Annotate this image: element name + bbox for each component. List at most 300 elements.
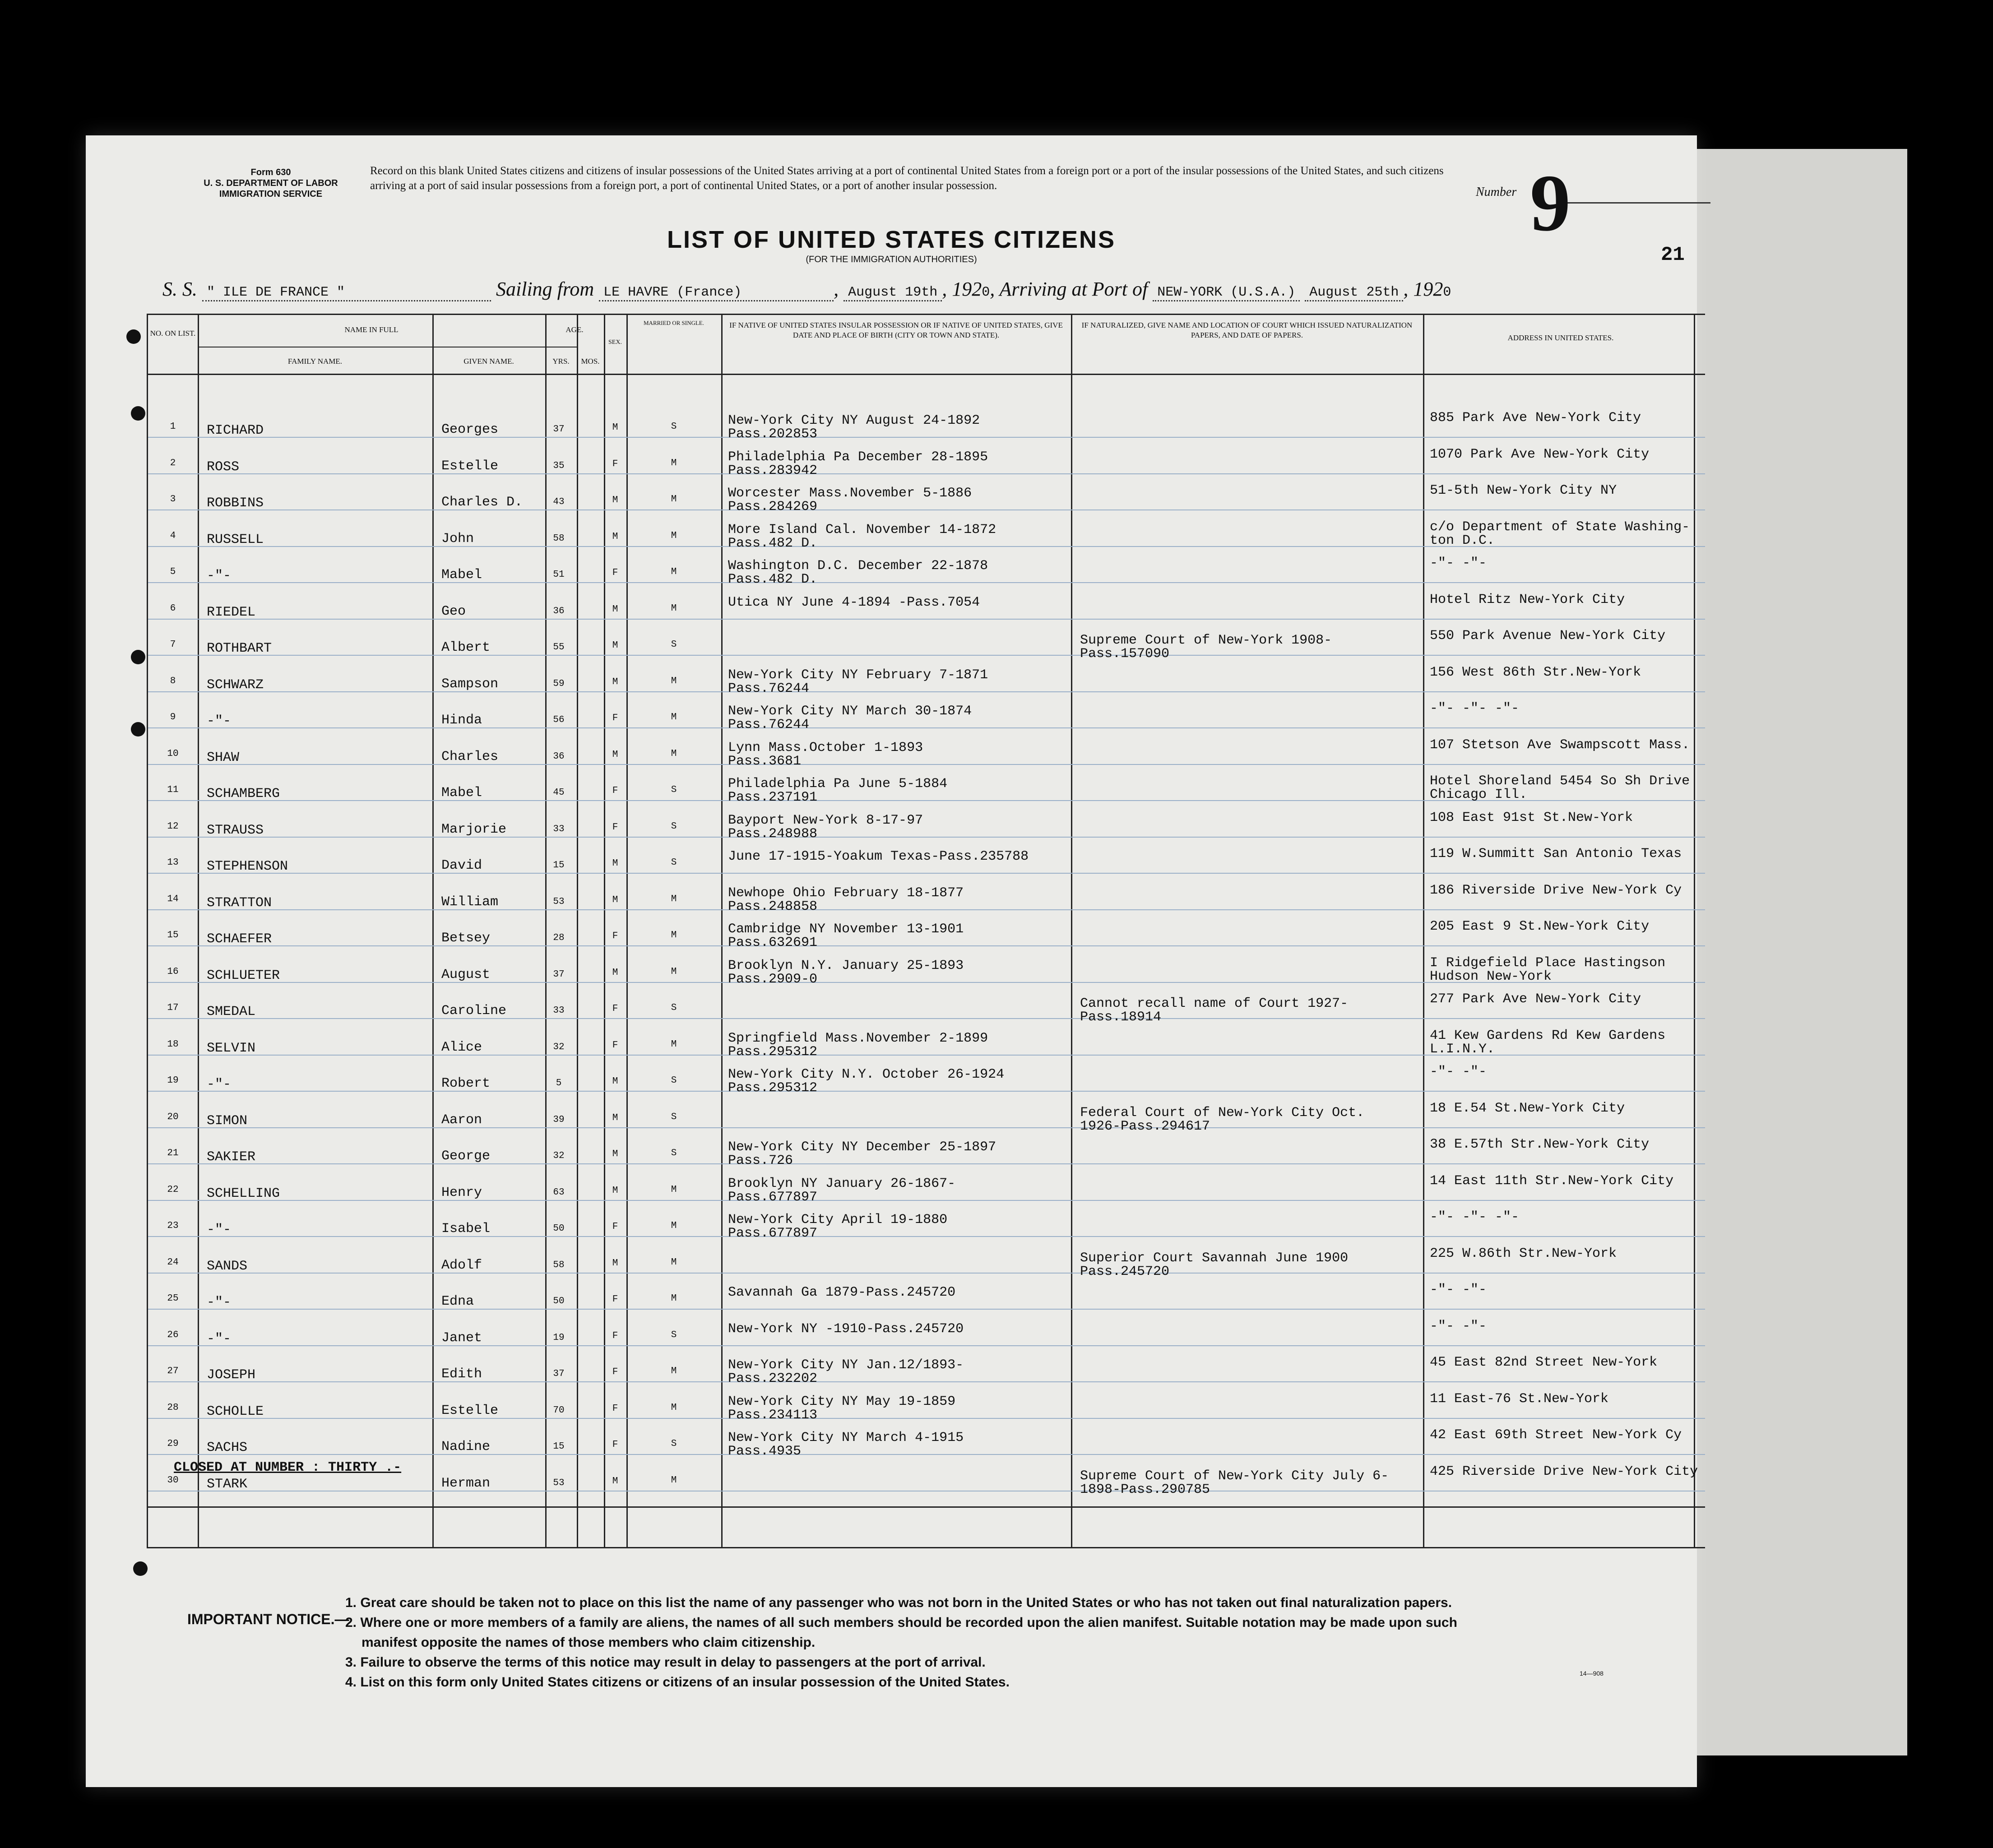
row-cell-ms: S [671, 785, 677, 795]
row-cell-family: SELVIN [207, 1040, 256, 1056]
row-cell-addr1: -"- -"- [1430, 1318, 1487, 1334]
row-cell-age: 59 [553, 678, 565, 689]
row-cell-ms: M [671, 676, 677, 686]
row-cell-family: -"- [207, 1222, 232, 1237]
row-cell-sex: M [612, 495, 618, 505]
row-cell-no: 18 [167, 1039, 179, 1050]
row-cell-age: 53 [553, 896, 565, 907]
row-cell-birth2: Pass.283942 [728, 463, 818, 478]
row-cell-sex: F [612, 822, 618, 833]
row-cell-given: Charles D. [441, 495, 523, 510]
row-cell-family: -"- [207, 568, 232, 584]
row-cell-sex: M [612, 894, 618, 905]
row-cell-ms: M [671, 530, 677, 541]
row-cell-ms: M [671, 1039, 677, 1050]
header-no: NO. ON LIST. [150, 329, 196, 338]
notice-item: 2. Where one or more members of a family are aliens, the names of all such members should be recorded upon the alien manifest. Suitable notation may be made upon such [345, 1615, 1457, 1630]
row-cell-addr1: 205 East 9 St.New-York City [1430, 919, 1650, 934]
row-cell-age: 63 [553, 1187, 565, 1198]
row-cell-birth2: Pass.632691 [728, 935, 818, 950]
row-cell-sex: M [612, 1076, 618, 1087]
row-cell-birth2: Pass.248858 [728, 899, 818, 914]
row-cell-ms: M [671, 966, 677, 977]
header-sex: SEX. [608, 339, 622, 346]
row-cell-age: 36 [553, 606, 565, 616]
row-cell-addr1: Hotel Ritz New-York City [1430, 592, 1625, 607]
row-cell-ms: M [671, 1402, 677, 1413]
form-identifier [135, 167, 406, 199]
header-married-single: MARRIED OR SINGLE. [644, 320, 704, 326]
service-name: IMMIGRATION SERVICE [219, 189, 323, 199]
row-cell-family: ROSS [207, 459, 240, 475]
row-cell-addr1: 108 East 91st St.New-York [1430, 810, 1633, 825]
row-cell-sex: M [612, 1149, 618, 1159]
ss-label: S. S. [162, 278, 197, 300]
row-cell-sex: F [612, 931, 618, 941]
row-cell-sex: F [612, 713, 618, 723]
row-cell-sex: M [612, 640, 618, 651]
row-cell-given: David [441, 858, 482, 873]
row-cell-no: 14 [167, 894, 179, 904]
row-cell-age: 15 [553, 860, 565, 871]
row-cell-age: 36 [553, 751, 565, 762]
row-cell-no: 15 [167, 930, 179, 940]
row-cell-age: 55 [553, 642, 565, 653]
row-cell-ms: M [671, 1366, 677, 1376]
row-cell-birth2: Pass.295312 [728, 1080, 818, 1096]
row-cell-birth1: Savannah Ga 1879-Pass.245720 [728, 1285, 956, 1300]
row-cell-birth1: New-York City N.Y. October 26-1924 [728, 1067, 1005, 1082]
row-cell-ms: M [671, 603, 677, 614]
row-cell-no: 24 [167, 1257, 179, 1268]
departure-date: August 19th [844, 285, 942, 301]
row-cell-family: -"- [207, 1077, 232, 1092]
row-cell-addr1: 42 East 69th Street New-York Cy [1430, 1427, 1682, 1443]
row-cell-no: 4 [170, 530, 176, 541]
row-cell-no: 16 [167, 966, 179, 977]
row-cell-birth2: Pass.677897 [728, 1226, 818, 1241]
row-cell-age: 32 [553, 1151, 565, 1161]
row-cell-age: 33 [553, 1005, 565, 1016]
row-cell-sex: M [612, 531, 618, 542]
row-cell-birth2: Pass.248988 [728, 826, 818, 842]
row-cell-addr1: -"- -"- [1430, 1282, 1487, 1297]
row-cell-sex: F [612, 568, 618, 578]
row-cell-birth1: New-York City NY May 19-1859 [728, 1394, 956, 1409]
row-cell-sex: F [612, 1222, 618, 1232]
row-cell-sex: M [612, 1112, 618, 1123]
notice-item: 1. Great care should be taken not to place on this list the name of any passenger who was not born in the United States or who has not taken out final naturalization papers. [345, 1595, 1452, 1610]
row-cell-age: 15 [553, 1441, 565, 1452]
row-cell-ms: M [671, 567, 677, 577]
row-cell-age: 5 [556, 1078, 562, 1088]
row-cell-no: 3 [170, 494, 176, 505]
form-instruction: Record on this blank United States citizens and citizens of insular possessions of the United States arriving at a port of continental United States from a foreign port or a port of the insular possessions of the United States, and such citizens arriving at a port of said insular possessions from a foreign port, a port of continental United States, or a port of another insular possession. [370, 165, 1444, 192]
row-cell-ms: M [671, 1257, 677, 1268]
row-cell-ms: S [671, 1148, 677, 1158]
row-cell-ms: M [671, 930, 677, 940]
row-cell-ms: S [671, 1075, 677, 1086]
row-cell-family: RIEDEL [207, 604, 256, 620]
row-cell-family: SAKIER [207, 1149, 256, 1165]
row-cell-family: ROBBINS [207, 496, 264, 511]
row-cell-sex: M [612, 1258, 618, 1269]
row-cell-birth1: More Island Cal. November 14-1872 [728, 522, 996, 537]
page-subtitle: (FOR THE IMMIGRATION AUTHORITIES) [806, 255, 977, 264]
row-cell-age: 50 [553, 1296, 565, 1306]
row-cell-no: 12 [167, 821, 179, 832]
row-cell-family: SCHOLLE [207, 1403, 264, 1419]
row-cell-no: 5 [170, 567, 176, 577]
row-cell-birth1: New-York City NY March 30-1874 [728, 704, 972, 719]
row-cell-birth1: New-York City NY December 25-1897 [728, 1139, 996, 1155]
row-cell-birth1: Brooklyn N.Y. January 25-1893 [728, 958, 964, 973]
row-cell-sex: F [612, 1403, 618, 1414]
row-cell-family: SANDS [207, 1258, 248, 1274]
row-cell-ms: S [671, 1112, 677, 1122]
row-cell-no: 1 [170, 421, 176, 432]
row-cell-family: STRATTON [207, 895, 272, 911]
row-cell-family: SCHLUETER [207, 968, 280, 983]
row-cell-given: Caroline [441, 1003, 507, 1019]
row-cell-addr1: 425 Riverside Drive New-York City [1430, 1464, 1698, 1479]
row-cell-family: RUSSELL [207, 532, 264, 547]
row-cell-birth1: Bayport New-York 8-17-97 [728, 812, 923, 828]
row-cell-addr1: 51-5th New-York City NY [1430, 483, 1617, 498]
manifest-page [86, 135, 1697, 1787]
row-cell-birth1: Lynn Mass.October 1-1893 [728, 740, 923, 755]
row-cell-no: 10 [167, 748, 179, 759]
departure-year-digit: 0 [982, 285, 990, 300]
row-cell-no: 23 [167, 1221, 179, 1231]
row-cell-family: SACHS [207, 1440, 248, 1455]
row-cell-birth2: Pass.232202 [728, 1371, 818, 1386]
row-cell-age: 37 [553, 424, 565, 435]
row-cell-age: 58 [553, 1260, 565, 1270]
row-cell-no: 26 [167, 1329, 179, 1340]
row-cell-given: Betsey [441, 931, 491, 946]
row-cell-family: STARK [207, 1476, 248, 1492]
row-cell-ms: S [671, 639, 677, 650]
row-cell-family: SHAW [207, 750, 240, 765]
row-cell-birth2: Pass.202853 [728, 426, 818, 442]
row-cell-sex: M [612, 422, 618, 433]
row-cell-family: SCHAMBERG [207, 786, 280, 801]
next-page-edge [1670, 149, 1907, 1755]
row-cell-no: 11 [167, 785, 179, 795]
notice-item: 4. List on this form only United States citizens or citizens of an insular possession of the United States. [345, 1675, 1010, 1690]
row-cell-given: John [441, 531, 474, 547]
row-cell-age: 58 [553, 533, 565, 544]
row-cell-birth2: Pass.482 D. [728, 535, 818, 551]
row-cell-sex: F [612, 1294, 618, 1305]
row-cell-ms: M [671, 1221, 677, 1231]
row-cell-ms: S [671, 857, 677, 868]
row-cell-addr1: 277 Park Ave New-York City [1430, 991, 1641, 1007]
row-cell-age: 39 [553, 1114, 565, 1125]
row-cell-age: 51 [553, 570, 565, 580]
row-cell-birth1: Newhope Ohio February 18-1877 [728, 885, 964, 901]
row-cell-addr1: 885 Park Ave New-York City [1430, 410, 1641, 426]
row-cell-no: 21 [167, 1148, 179, 1158]
row-cell-birth1: New-York City NY March 4-1915 [728, 1430, 964, 1445]
row-cell-ms: M [671, 1475, 677, 1486]
row-cell-family: -"- [207, 713, 232, 729]
row-cell-birth2: Pass.295312 [728, 1044, 818, 1060]
row-cell-family: SCHAEFER [207, 931, 272, 947]
row-cell-nat1: Cannot recall name of Court 1927- [1080, 996, 1349, 1011]
arrival-year-digit: 0 [1443, 285, 1451, 300]
ship-name: " ILE DE FRANCE " [202, 285, 491, 301]
row-cell-birth1: New-York City NY August 24-1892 [728, 413, 980, 428]
row-cell-birth1: Cambridge NY November 13-1901 [728, 922, 964, 937]
row-cell-ms: M [671, 712, 677, 723]
row-cell-ms: M [671, 748, 677, 759]
citizens-table [147, 314, 1705, 1548]
row-cell-birth2: Pass.726 [728, 1153, 793, 1168]
page-stamp: 21 [1661, 244, 1685, 266]
row-cell-nat1: Supreme Court of New-York 1908- [1080, 633, 1332, 648]
row-cell-no: 29 [167, 1439, 179, 1449]
row-cell-birth2: Pass.4935 [728, 1444, 802, 1459]
row-cell-birth2: Pass.76244 [728, 717, 810, 732]
row-cell-age: 35 [553, 460, 565, 471]
row-cell-birth2: Pass.76244 [728, 681, 810, 696]
row-cell-sex: M [612, 749, 618, 760]
row-cell-family: STEPHENSON [207, 859, 288, 874]
row-cell-age: 50 [553, 1223, 565, 1234]
row-cell-given: Edna [441, 1294, 474, 1309]
row-cell-birth2: Pass.482 D. [728, 572, 818, 587]
notice-item: manifest opposite the names of those members who claim citizenship. [362, 1635, 816, 1650]
row-cell-addr1: -"- -"- -"- [1430, 701, 1520, 716]
number-label: Number [1476, 185, 1517, 199]
form-code: 14—908 [1580, 1670, 1604, 1677]
row-cell-age: 45 [553, 787, 565, 798]
row-cell-family: SMEDAL [207, 1004, 256, 1019]
row-cell-no: 13 [167, 857, 179, 868]
notice-list [345, 1593, 1457, 1692]
row-cell-no: 30 [167, 1475, 179, 1486]
row-cell-birth1: New-York City April 19-1880 [728, 1212, 948, 1227]
row-cell-family: SCHWARZ [207, 677, 264, 693]
row-cell-addr2: L.I.N.Y. [1430, 1041, 1495, 1057]
row-cell-given: Robert [441, 1076, 491, 1091]
row-cell-age: 56 [553, 715, 565, 725]
row-cell-addr2: Hudson New-York [1430, 968, 1552, 984]
departure-port: LE HAVRE (France) [599, 285, 834, 301]
arrival-year-prefix: 192 [1413, 278, 1443, 300]
punch-hole [131, 406, 145, 421]
header-family-name: FAMILY NAME. [287, 357, 343, 366]
row-cell-family: RICHARD [207, 423, 264, 438]
row-cell-birth2: Pass.234113 [728, 1407, 818, 1423]
row-cell-ms: S [671, 1003, 677, 1013]
row-cell-birth1: June 17-1915-Yoakum Texas-Pass.235788 [728, 849, 1029, 864]
row-cell-given: Mabel [441, 785, 482, 801]
row-cell-addr1: 119 W.Summitt San Antonio Texas [1430, 846, 1682, 861]
row-cell-no: 8 [170, 676, 176, 686]
row-cell-no: 2 [170, 458, 176, 468]
header-yrs: YRS. [552, 357, 570, 366]
row-cell-given: Herman [441, 1475, 491, 1491]
page-title: LIST OF UNITED STATES CITIZENS [667, 226, 1116, 253]
row-cell-birth2: Pass.2909-0 [728, 971, 818, 987]
row-cell-addr1: c/o Department of State Washing- [1430, 519, 1690, 535]
row-cell-nat2: Pass.157090 [1080, 646, 1170, 662]
row-cell-nat2: Pass.245720 [1080, 1264, 1170, 1279]
row-cell-addr1: -"- -"- -"- [1430, 1209, 1520, 1225]
punch-hole [131, 650, 145, 664]
header-name-in-full: NAME IN FULL [344, 325, 399, 334]
row-cell-no: 7 [170, 639, 176, 650]
row-cell-family: SIMON [207, 1113, 248, 1129]
row-cell-family: -"- [207, 1295, 232, 1310]
row-cell-birth1: New-York City NY Jan.12/1893- [728, 1357, 964, 1373]
sailing-label: Sailing from [496, 278, 594, 300]
row-cell-given: Georges [441, 422, 499, 437]
voyage-line: S. S. " ILE DE FRANCE " Sailing from LE HAVRE (France) , August 19th , 1920, Arriving at Port of NEW-YORK (U.S.A.) August 25th , 1920 [162, 278, 1451, 301]
row-cell-addr1: 156 West 86th Str.New-York [1430, 664, 1641, 680]
row-cell-no: 9 [170, 712, 176, 723]
row-cell-addr1: 186 Riverside Drive New-York Cy [1430, 882, 1682, 898]
row-cell-addr1: Hotel Shoreland 5454 So Sh Drive [1430, 773, 1690, 789]
row-cell-age: 28 [553, 933, 565, 943]
row-cell-nat1: Federal Court of New-York City Oct. [1080, 1105, 1365, 1121]
row-cell-addr2: ton D.C. [1430, 533, 1495, 548]
row-cell-ms: S [671, 1329, 677, 1340]
row-cell-birth2: Pass.677897 [728, 1189, 818, 1205]
header-naturalized: IF NATURALIZED, GIVE NAME AND LOCATION OF COURT WHICH ISSUED NATURALIZATION PAPERS, AND DATE OF PAPERS. [1081, 321, 1413, 339]
row-cell-nat2: 1926-Pass.294617 [1080, 1118, 1210, 1134]
row-cell-sex: M [612, 676, 618, 687]
row-cell-given: August [441, 967, 491, 982]
number-underline [1562, 202, 1710, 204]
row-cell-no: 19 [167, 1075, 179, 1086]
header-birth: IF NATIVE OF UNITED STATES INSULAR POSSESSION OR IF NATIVE OF UNITED STATES, GIVE DATE AND PLACE OF BIRTH (CITY OR TOWN AND STATE). [729, 321, 1063, 339]
row-cell-age: 53 [553, 1477, 565, 1488]
row-cell-addr1: -"- -"- [1430, 556, 1487, 571]
notice-heading: IMPORTANT NOTICE.— [187, 1611, 349, 1627]
row-cell-given: Janet [441, 1330, 482, 1346]
row-cell-nat1: Superior Court Savannah June 1900 [1080, 1250, 1349, 1266]
row-cell-given: Albert [441, 640, 491, 655]
row-cell-no: 6 [170, 603, 176, 614]
row-cell-given: Henry [441, 1185, 482, 1200]
departure-year-prefix: 192 [952, 278, 982, 300]
row-cell-addr1: 550 Park Avenue New-York City [1430, 628, 1666, 644]
row-cell-sex: F [612, 1040, 618, 1051]
row-cell-family: ROTHBART [207, 641, 272, 656]
row-cell-sex: F [612, 459, 618, 469]
row-cell-sex: F [612, 1367, 618, 1377]
row-cell-ms: S [671, 1439, 677, 1449]
row-cell-sex: F [612, 1330, 618, 1341]
row-cell-addr2: Chicago Ill. [1430, 787, 1528, 802]
row-cell-nat2: 1898-Pass.290785 [1080, 1482, 1210, 1497]
row-cell-addr1: 107 Stetson Ave Swampscott Mass. [1430, 737, 1690, 753]
row-cell-sex: M [612, 967, 618, 978]
header-address: ADDRESS IN UNITED STATES. [1507, 333, 1614, 342]
row-cell-given: Charles [441, 749, 499, 764]
row-cell-sex: F [612, 1440, 618, 1450]
row-cell-no: 17 [167, 1003, 179, 1013]
row-cell-no: 22 [167, 1184, 179, 1195]
row-cell-family: -"- [207, 1331, 232, 1347]
form-number: Form 630 [250, 167, 291, 177]
row-cell-given: George [441, 1149, 491, 1164]
row-cell-addr1: 45 East 82nd Street New-York [1430, 1355, 1658, 1370]
row-cell-addr1: I Ridgefield Place Hastingson [1430, 955, 1666, 971]
row-cell-ms: M [671, 458, 677, 468]
notice-item: 3. Failure to observe the terms of this notice may result in delay to passengers at the port of arrival. [345, 1655, 986, 1670]
row-cell-given: Adolf [441, 1257, 482, 1273]
row-cell-given: Alice [441, 1039, 482, 1055]
row-cell-ms: M [671, 1293, 677, 1304]
row-cell-ms: M [671, 494, 677, 505]
header-given-name: GIVEN NAME. [463, 357, 514, 366]
row-cell-ms: M [671, 1184, 677, 1195]
row-cell-addr1: 41 Kew Gardens Rd Kew Gardens [1430, 1028, 1666, 1043]
row-cell-age: 37 [553, 1369, 565, 1379]
row-cell-given: Nadine [441, 1439, 491, 1454]
closed-note: CLOSED AT NUMBER : THIRTY .- [174, 1460, 402, 1475]
row-cell-given: Estelle [441, 458, 499, 474]
list-number: 9 [1530, 158, 1571, 248]
row-cell-given: Estelle [441, 1403, 499, 1418]
row-cell-given: Aaron [441, 1112, 482, 1128]
row-cell-age: 19 [553, 1332, 565, 1343]
row-cell-sex: M [612, 1476, 618, 1487]
row-cell-birth1: New-York NY -1910-Pass.245720 [728, 1321, 964, 1337]
row-cell-no: 28 [167, 1402, 179, 1413]
arrival-port: NEW-YORK (U.S.A.) [1153, 285, 1300, 301]
row-cell-addr1: 14 East 11th Str.New-York City [1430, 1173, 1674, 1189]
row-cell-birth1: Worcester Mass.November 5-1886 [728, 486, 972, 501]
row-cell-given: Sampson [441, 676, 499, 692]
row-cell-nat2: Pass.18914 [1080, 1010, 1162, 1025]
row-cell-addr1: 38 E.57th Str.New-York City [1430, 1137, 1650, 1152]
row-cell-ms: S [671, 421, 677, 432]
row-cell-age: 37 [553, 969, 565, 980]
row-cell-addr1: 1070 Park Ave New-York City [1430, 446, 1650, 462]
row-cell-birth2: Pass.237191 [728, 790, 818, 805]
row-cell-given: Isabel [441, 1221, 491, 1237]
row-cell-age: 32 [553, 1042, 565, 1052]
row-cell-family: STRAUSS [207, 822, 264, 838]
row-cell-age: 43 [553, 497, 565, 507]
row-cell-given: Hinda [441, 713, 482, 728]
row-cell-birth2: Pass.3681 [728, 753, 802, 769]
row-cell-birth1: Philadelphia Pa June 5-1884 [728, 776, 948, 792]
department-name: U. S. DEPARTMENT OF LABOR [204, 178, 338, 188]
row-cell-given: William [441, 894, 499, 910]
row-cell-addr1: -"- -"- [1430, 1064, 1487, 1079]
row-cell-addr1: 18 E.54 St.New-York City [1430, 1100, 1625, 1116]
row-cell-given: Mabel [441, 567, 482, 583]
row-cell-given: Geo [441, 603, 466, 619]
arrival-date: August 25th [1305, 285, 1403, 301]
row-cell-addr1: 11 East-76 St.New-York [1430, 1391, 1609, 1407]
row-cell-ms: S [671, 821, 677, 832]
row-cell-no: 25 [167, 1293, 179, 1304]
row-cell-no: 27 [167, 1366, 179, 1376]
row-cell-sex: M [612, 858, 618, 869]
row-cell-birth1: Springfield Mass.November 2-1899 [728, 1030, 988, 1046]
row-cell-given: Marjorie [441, 821, 507, 837]
row-cell-age: 70 [553, 1405, 565, 1416]
punch-hole [131, 722, 145, 736]
